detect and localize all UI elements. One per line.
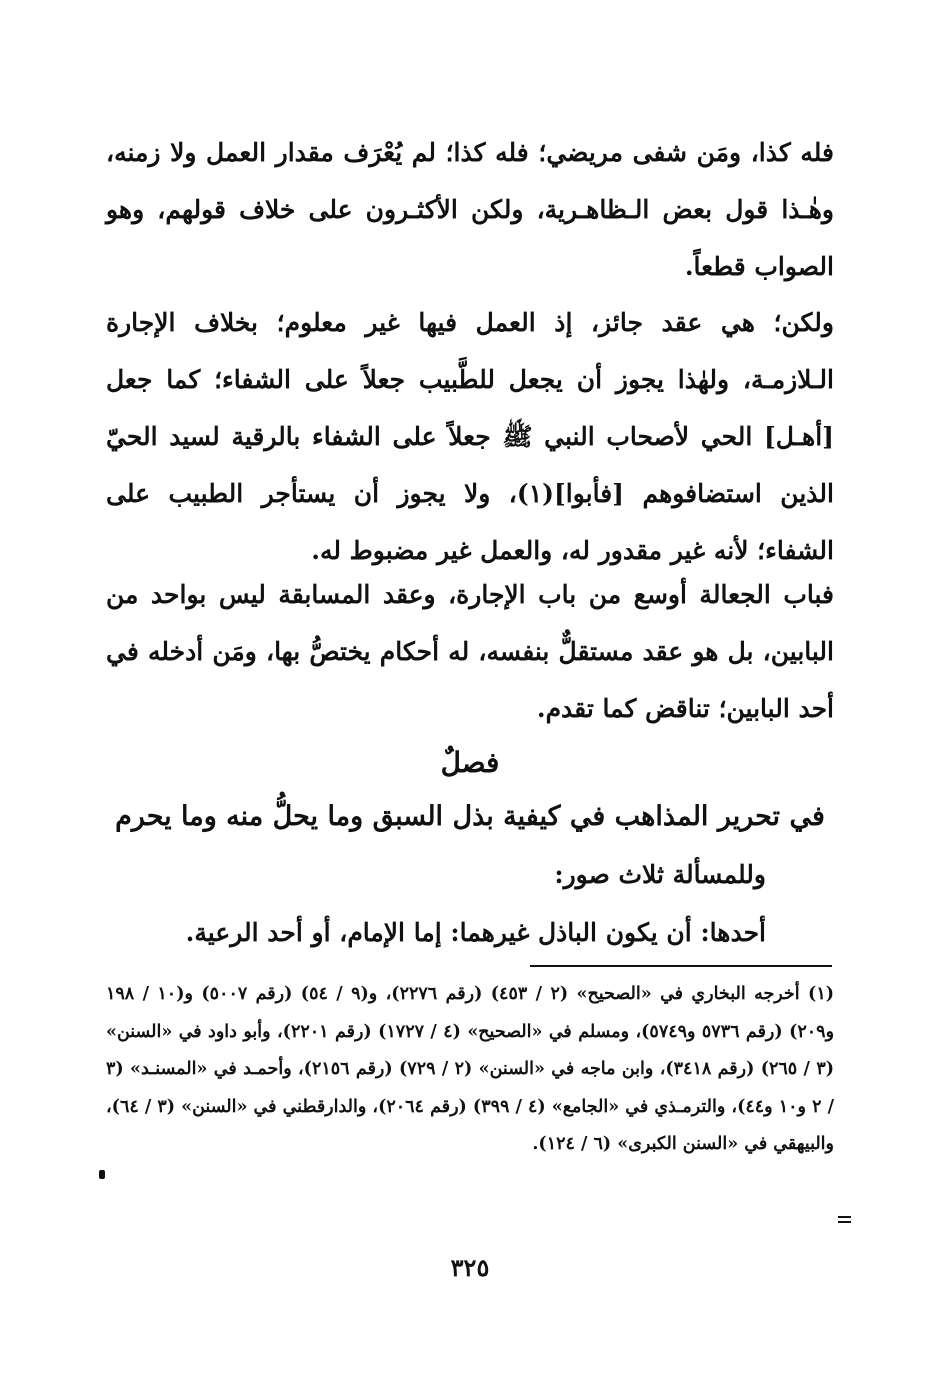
paragraph-3: فباب الجعالة أوسع من باب الإجارة، وعقد المسابقة ليس بواحد من البابين، بل هو عقد مستقلٌّ بنفسه، له أحكام يختصُّ بها، ومَن أدخله في أحد البابين؛ تناقض كما تقدم. — [106, 580, 834, 723]
continuation-mark-icon — [838, 1216, 851, 1224]
section-title: فصلٌ — [440, 746, 500, 779]
cases-intro: وللمسألة ثلاث صور: — [554, 860, 766, 889]
paragraph-2: ولكن؛ هي عقد جائز، إذ العمل فيها غير معلوم؛ بخلاف الإجارة الـلازمـة، ولهٰذا يجوز أن يجعل للطَّبيب جعلاً على الشفاء؛ كما جعل [أهـل] الحي لأصحاب النبي ﷺ جعلاً على الشفاء بالرقية لسيد الحيّ الذين استضافوهم [فأبوا](١)، ولا يجوز أن يستأجر الطبيب على الشفاء؛ لأنه غير مقدور له، والعمل غير مضبوط له. — [106, 308, 834, 565]
margin-mark-icon — [99, 1170, 105, 1179]
section-subtitle: في تحرير المذاهب في كيفية بذل السبق وما يحلُّ منه وما يحرم — [115, 801, 825, 832]
paragraph-1: فله كذا، ومَن شفى مريضي؛ فله كذا؛ لم يُعْرَف مقدار العمل ولا زمنه، وهٰـذا قول بعض الـظاهـرية، ولكن الأكثـرون على خلاف قولهم، وهو الصواب قطعاً. — [106, 138, 834, 281]
footnote: (١) أخرجه البخاري في «الصحيح» (٢ / ٤٥٣) (رقم ٢٢٧٦)، و(٩ / ٥٤) (رقم ٥٠٠٧) و(١٠ / ١٩٨ و٢٠٩) (رقم ٥٧٣٦ و٥٧٤٩)، ومسلم في «الصحيح» (٤ / ١٧٢٧) (رقم ٢٢٠١)، وأبو داود في «السنن» (٣ / ٢٦٥) (رقم ٣٤١٨)، وابن ماجه في «السنن» (٢ / ٧٢٩) (رقم ٢١٥٦)، وأحمـد في «المسنـد» (٣ / ٢ و١٠ و٤٤)، والترمـذي في «الجامع» (٤ / ٣٩٩) (رقم ٢٠٦٤)، والدارقطني في «السنن» (٣ / ٦٤)، والبيهقي في «السنن الكبرى» (٦ / ١٢٤). — [106, 984, 835, 1154]
first-case: أحدها: أن يكون الباذل غيرهما: إما الإمام، أو أحد الرعية. — [185, 918, 766, 947]
page-number: ٣٢٥ — [450, 1253, 490, 1282]
footnote-separator — [530, 965, 832, 967]
